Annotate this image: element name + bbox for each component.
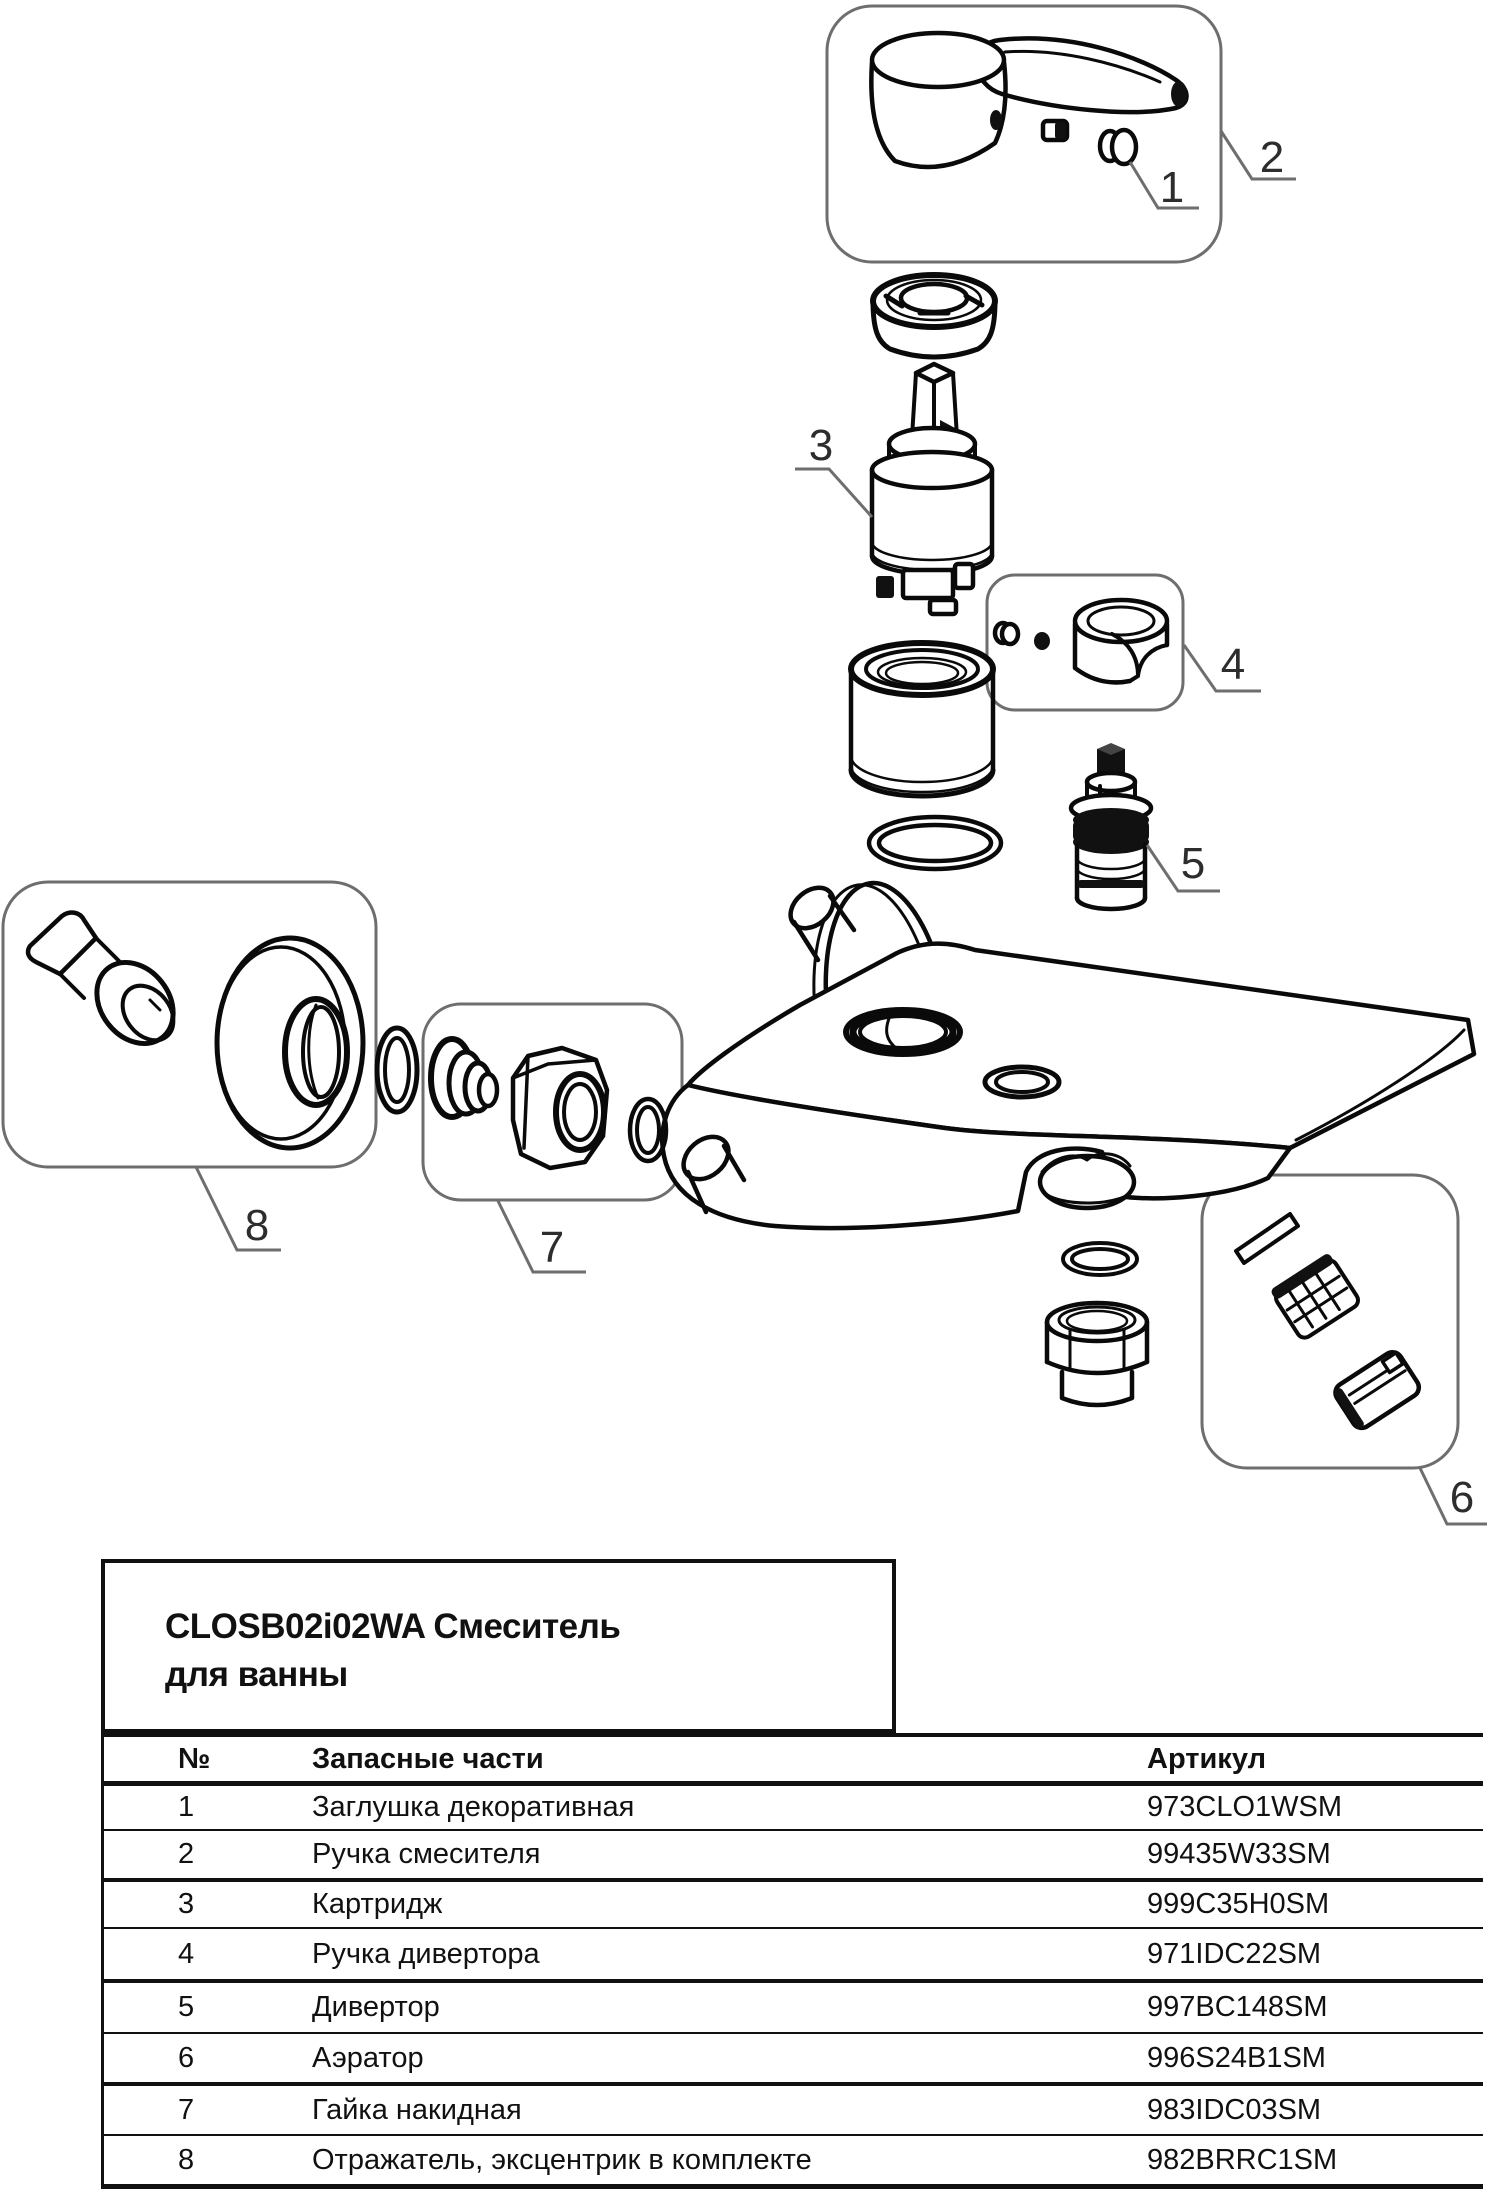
callout-label-7: 7 [539,1223,565,1272]
callout-label-1: 1 [1159,163,1185,212]
article-cell: 983IDC03SM [1147,2093,1322,2126]
part-number-cell: 8 [178,2143,195,2176]
callout-label-5: 5 [1180,839,1206,888]
part-union-nut [431,1039,666,1168]
table-row [104,1882,1483,1929]
part-name-cell: Картридж [312,1888,443,1920]
header-num: № [178,1742,211,1775]
callout-label-4: 4 [1220,640,1246,689]
table-row [104,1929,1483,1983]
table-row [104,1983,1483,2034]
product-title-box [101,1559,896,1733]
part-eccentric [28,913,189,1059]
part-diverter-handle [995,600,1167,682]
article-cell: 999C35H0SM [1147,1888,1330,1920]
leader-line-2 [1221,131,1296,179]
table-row [104,2136,1483,2189]
part-cartridge-sleeve [851,643,993,796]
table-header-row [104,1737,1483,1786]
part-aerator-adapter [1047,1303,1147,1405]
part-name-cell: Дивертор [312,1991,440,2023]
table-row [104,1786,1483,1831]
leader-line-3 [795,469,872,517]
article-cell: 973CLO1WSM [1147,1791,1343,1823]
callout-label-6: 6 [1449,1473,1475,1522]
part-name-cell: Заглушка декоративная [312,1791,635,1823]
product-title-line2: для ванны [165,1655,348,1694]
part-name-cell: Ручка дивертора [312,1937,540,1970]
part-eccentric-o-ring [377,1028,417,1112]
part-mixer-handle [871,33,1187,167]
article-cell: 996S24B1SM [1147,2041,1326,2074]
callout-label-8: 8 [244,1201,270,1250]
table-row [104,2034,1483,2086]
table-row [104,1831,1483,1882]
part-body-o-ring [869,817,1001,869]
part-spout-o-ring [1063,1243,1137,1275]
header-article: Артикул [1147,1742,1266,1775]
product-title-line1: CLOSB02i02WA Смеситель [165,1607,621,1646]
article-cell: 997BC148SM [1147,1991,1328,2023]
callout-label-2: 2 [1259,133,1285,182]
article-cell: 982BRRC1SM [1147,2143,1338,2176]
part-reflector [217,938,363,1148]
part-cartridge [872,364,992,614]
part-number-cell: 4 [178,1937,195,1970]
article-cell: 971IDC22SM [1147,1937,1322,1970]
callout-label-3: 3 [808,421,834,470]
part-name-cell: Гайка накидная [312,2093,522,2126]
part-number-cell: 2 [178,1838,195,1870]
part-name-cell: Ручка смесителя [312,1838,541,1870]
table-row [104,2086,1483,2136]
part-decorative-plug [1100,130,1136,164]
article-cell: 99435W33SM [1147,1838,1331,1870]
part-diverter [1071,743,1151,909]
parts-table [101,1733,1483,2189]
part-name-cell: Отражатель, эксцентрик в комплекте [312,2143,812,2176]
part-number-cell: 5 [178,1991,195,2023]
part-number-cell: 3 [178,1888,195,1920]
header-name: Запасные части [312,1742,544,1775]
part-handle-skirt-ring [873,275,995,357]
part-name-cell: Аэратор [312,2041,424,2074]
part-number-cell: 7 [178,2093,195,2126]
part-aerator [1236,1214,1423,1432]
part-number-cell: 6 [178,2041,195,2074]
part-number-cell: 1 [178,1791,195,1823]
